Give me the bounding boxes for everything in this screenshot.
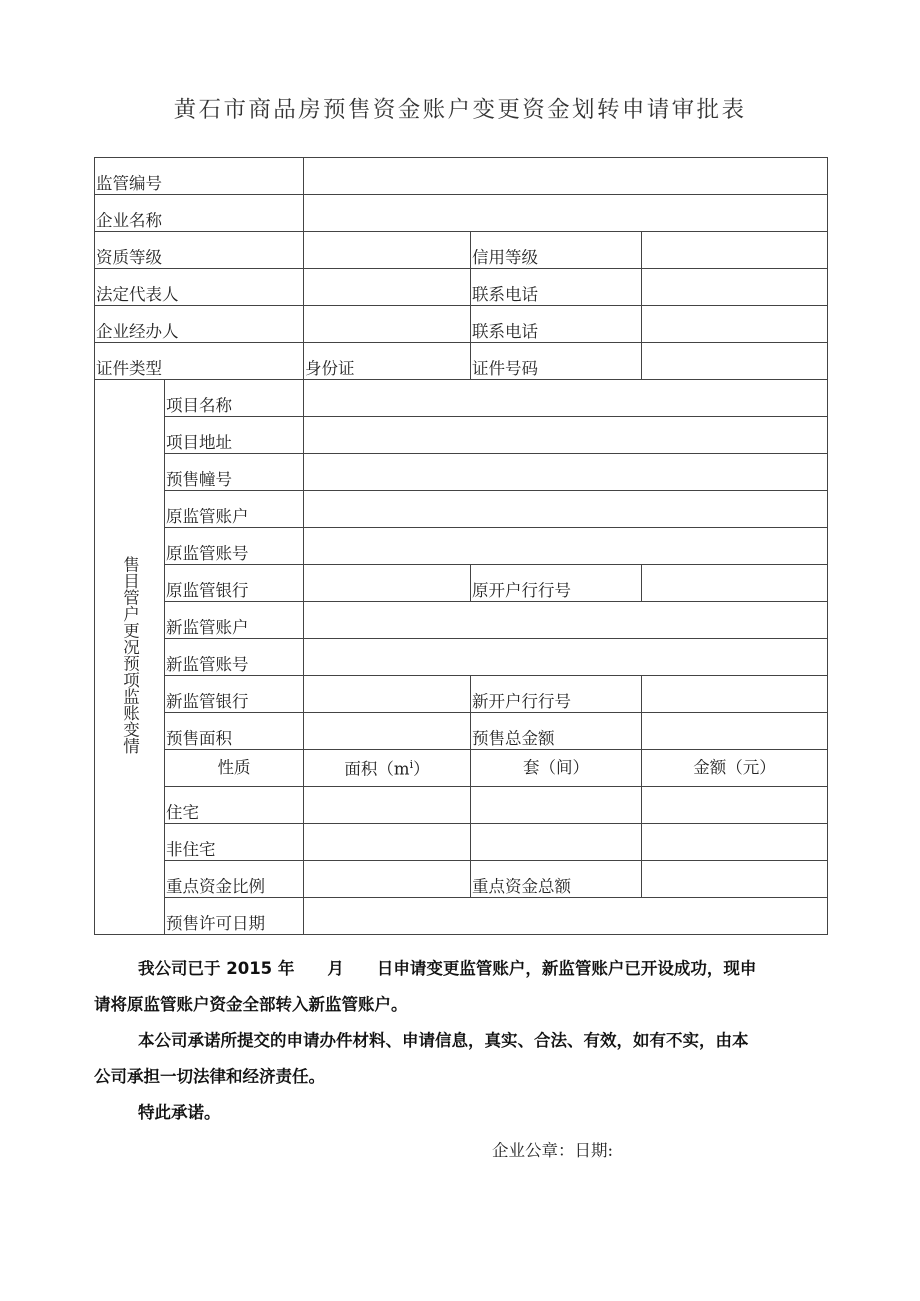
- field-non-residential-money[interactable]: [642, 824, 828, 861]
- label-credit: 信用等级: [471, 232, 642, 269]
- field-id-no[interactable]: [642, 343, 828, 380]
- field-permit-date[interactable]: [304, 898, 828, 935]
- statement-p2-line1: 本公司承诺所提交的申请办件材料、申请信息，真实、合法、有效，如有不实，由本: [138, 1031, 749, 1050]
- label-old-account: 原监管账户: [165, 491, 304, 528]
- label-phone-2: 联系电话: [471, 306, 642, 343]
- label-project-name: 项目名称: [165, 380, 304, 417]
- label-new-bank-code: 新开户行行号: [471, 676, 642, 713]
- label-presale-amount: 预售总金额: [471, 713, 642, 750]
- side-section-label: [95, 380, 165, 935]
- field-new-bank[interactable]: [304, 676, 471, 713]
- header-money: 金额（元）: [642, 750, 828, 787]
- field-handler[interactable]: [304, 306, 471, 343]
- statement-p1-line1: 我公司已于 2015 年 月 日申请变更监管账户，新监管账户已开设成功，现申: [138, 959, 757, 978]
- field-key-total[interactable]: [642, 861, 828, 898]
- statement-p2-line2: 公司承担一切法律和经济责任。: [94, 1067, 325, 1086]
- label-new-bank: 新监管银行: [165, 676, 304, 713]
- statement-paragraph-1: [94, 951, 827, 1023]
- field-project-name[interactable]: [304, 380, 828, 417]
- label-phone-1: 联系电话: [471, 269, 642, 306]
- label-presale-building: 预售幢号: [165, 454, 304, 491]
- field-credit[interactable]: [642, 232, 828, 269]
- side-label-text: 售目管户更况预项监账变情: [120, 556, 140, 754]
- field-old-bank-code[interactable]: [642, 565, 828, 602]
- field-legal-rep[interactable]: [304, 269, 471, 306]
- statement-paragraph-3: 特此承诺。: [138, 1103, 221, 1122]
- label-supervision-no: 监管编号: [95, 158, 304, 195]
- field-old-account-no[interactable]: [304, 528, 828, 565]
- field-old-account[interactable]: [304, 491, 828, 528]
- label-key-ratio: 重点资金比例: [165, 861, 304, 898]
- statement-p1-line2: 请将原监管账户资金全部转入新监管账户。: [94, 995, 408, 1014]
- field-new-account[interactable]: [304, 602, 828, 639]
- statement-paragraph-2: [94, 1023, 827, 1095]
- field-old-bank[interactable]: [304, 565, 471, 602]
- label-presale-area: 预售面积: [165, 713, 304, 750]
- field-new-account-no[interactable]: [304, 639, 828, 676]
- field-non-residential-area[interactable]: [304, 824, 471, 861]
- application-form-table: [94, 157, 828, 935]
- header-area-end: ）: [413, 759, 430, 779]
- label-residential: 住宅: [165, 787, 304, 824]
- label-qualification: 资质等级: [95, 232, 304, 269]
- label-company-name: 企业名称: [95, 195, 304, 232]
- label-key-total: 重点资金总额: [471, 861, 642, 898]
- field-qualification[interactable]: [304, 232, 471, 269]
- label-id-no: 证件号码: [471, 343, 642, 380]
- field-phone-1[interactable]: [642, 269, 828, 306]
- field-residential-area[interactable]: [304, 787, 471, 824]
- label-old-account-no: 原监管账号: [165, 528, 304, 565]
- header-area-sup: i: [409, 758, 414, 772]
- label-old-bank: 原监管银行: [165, 565, 304, 602]
- field-presale-area[interactable]: [304, 713, 471, 750]
- header-area-text: 面积（m: [344, 759, 410, 779]
- field-presale-amount[interactable]: [642, 713, 828, 750]
- field-company-name[interactable]: [304, 195, 828, 232]
- field-non-residential-units[interactable]: [471, 824, 642, 861]
- label-new-account: 新监管账户: [165, 602, 304, 639]
- label-handler: 企业经办人: [95, 306, 304, 343]
- label-new-account-no: 新监管账号: [165, 639, 304, 676]
- field-presale-building[interactable]: [304, 454, 828, 491]
- label-non-residential: 非住宅: [165, 824, 304, 861]
- field-key-ratio[interactable]: [304, 861, 471, 898]
- label-project-address: 项目地址: [165, 417, 304, 454]
- value-id-type: 身份证: [304, 343, 471, 380]
- field-phone-2[interactable]: [642, 306, 828, 343]
- label-permit-date: 预售许可日期: [165, 898, 304, 935]
- field-residential-money[interactable]: [642, 787, 828, 824]
- company-seal-date: 企业公章：日期:: [492, 1141, 614, 1160]
- label-old-bank-code: 原开户行行号: [471, 565, 642, 602]
- field-residential-units[interactable]: [471, 787, 642, 824]
- page-title: 黄石市商品房预售资金账户变更资金划转申请审批表: [173, 97, 747, 123]
- field-supervision-no[interactable]: [304, 158, 828, 195]
- header-units: 套（间）: [471, 750, 642, 787]
- field-project-address[interactable]: [304, 417, 828, 454]
- header-nature: 性质: [165, 750, 304, 787]
- label-legal-rep: 法定代表人: [95, 269, 304, 306]
- field-new-bank-code[interactable]: [642, 676, 828, 713]
- header-area: [304, 750, 471, 787]
- label-id-type: 证件类型: [95, 343, 304, 380]
